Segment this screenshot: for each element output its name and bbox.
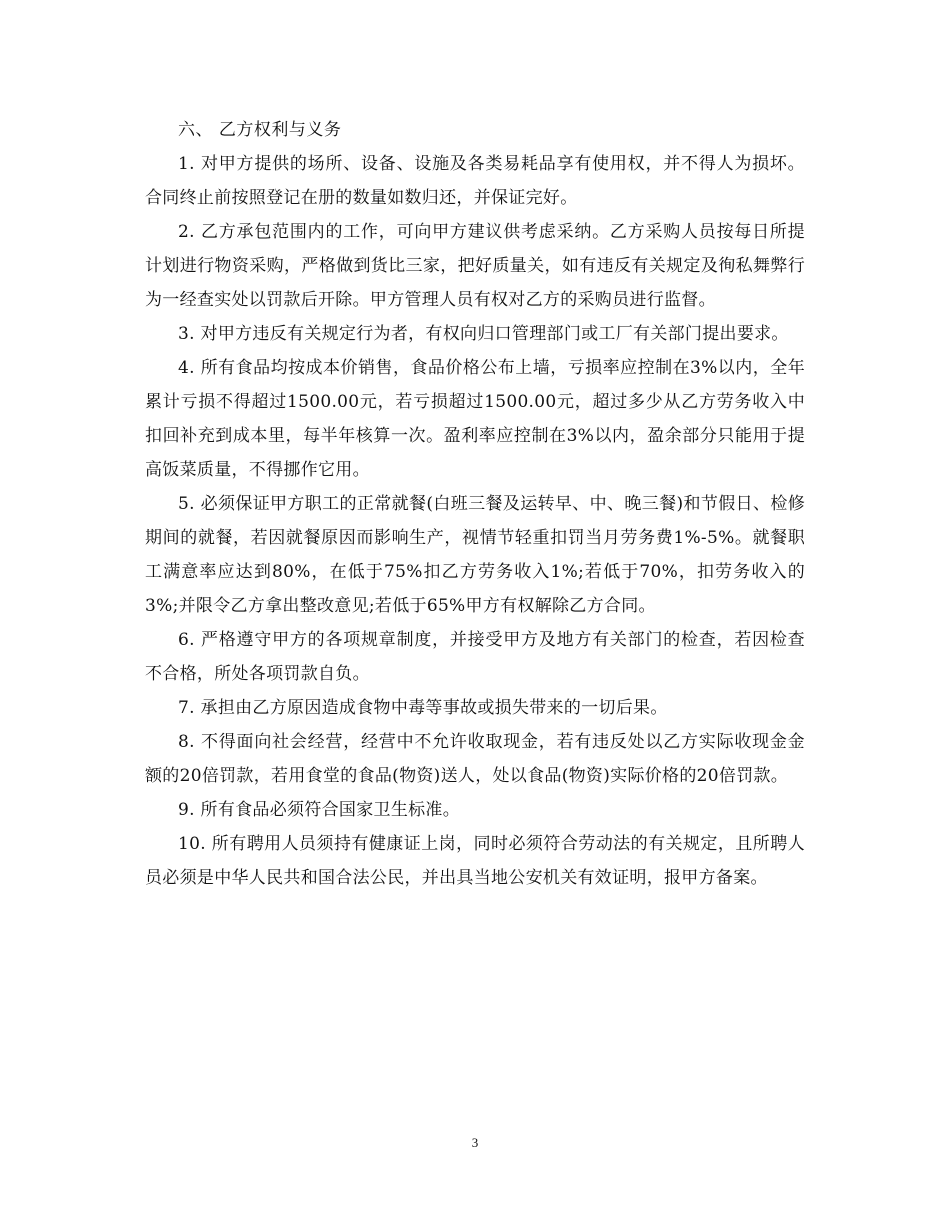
document-body <box>145 113 805 895</box>
clause-6: 6. 严格遵守甲方的各项规章制度，并接受甲方及地方有关部门的检查，若因检查不合格，所处各项罚款自负。 <box>145 630 805 684</box>
clause-7: 7. 承担由乙方原因造成食物中毒等事故或损失带来的一切后果。 <box>178 698 668 718</box>
clause-10: 10. 所有聘用人员须持有健康证上岗，同时必须符合劳动法的有关规定，且所聘人员必须是中华人民共和国合法公民，并出具当地公安机关有效证明，报甲方备案。 <box>145 834 805 888</box>
clause-4: 4. 所有食品均按成本价销售，食品价格公布上墙，亏损率应控制在3%以内，全年累计亏损不得超过1500.00元，若亏损超过1500.00元，超过多少从乙方劳务收入中扣回补充到成本里，每半年核算一次。盈利率应控制在3%以内，盈余部分只能用于提高饭菜质量，不得挪作它用。 <box>145 358 805 480</box>
clause-8: 8. 不得面向社会经营，经营中不允许收取现金，若有违反处以乙方实际收现金金额的20倍罚款，若用食堂的食品(物资)送人，处以食品(物资)实际价格的20倍罚款。 <box>145 732 805 786</box>
clause-3: 3. 对甲方违反有关规定行为者，有权向归口管理部门或工厂有关部门提出要求。 <box>178 324 789 344</box>
clause-1: 1. 对甲方提供的场所、设备、设施及各类易耗品享有使用权，并不得人为损坏。合同终止前按照登记在册的数量如数归还，并保证完好。 <box>145 154 805 208</box>
clause-5: 5. 必须保证甲方职工的正常就餐(白班三餐及运转早、中、晚三餐)和节假日、检修期间的就餐，若因就餐原因而影响生产，视情节轻重扣罚当月劳务费1%-5%。就餐职工满意率应达到80%，在低于75%扣乙方劳务收入1%;若低于70%，扣劳务收入的3%;并限令乙方拿出整改意见;若低于65%甲方有权解除乙方合同。 <box>145 494 805 616</box>
clause-2: 2. 乙方承包范围内的工作，可向甲方建议供考虑采纳。乙方采购人员按每日所提计划进行物资采购，严格做到货比三家，把好质量关，如有违反有关规定及徇私舞弊行为一经查实处以罚款后开除。甲方管理人员有权对乙方的采购员进行监督。 <box>145 222 805 310</box>
section-heading: 六、 乙方权利与义务 <box>178 120 342 140</box>
clause-9: 9. 所有食品必须符合国家卫生标准。 <box>178 800 461 820</box>
page-number: 3 <box>471 1135 479 1150</box>
